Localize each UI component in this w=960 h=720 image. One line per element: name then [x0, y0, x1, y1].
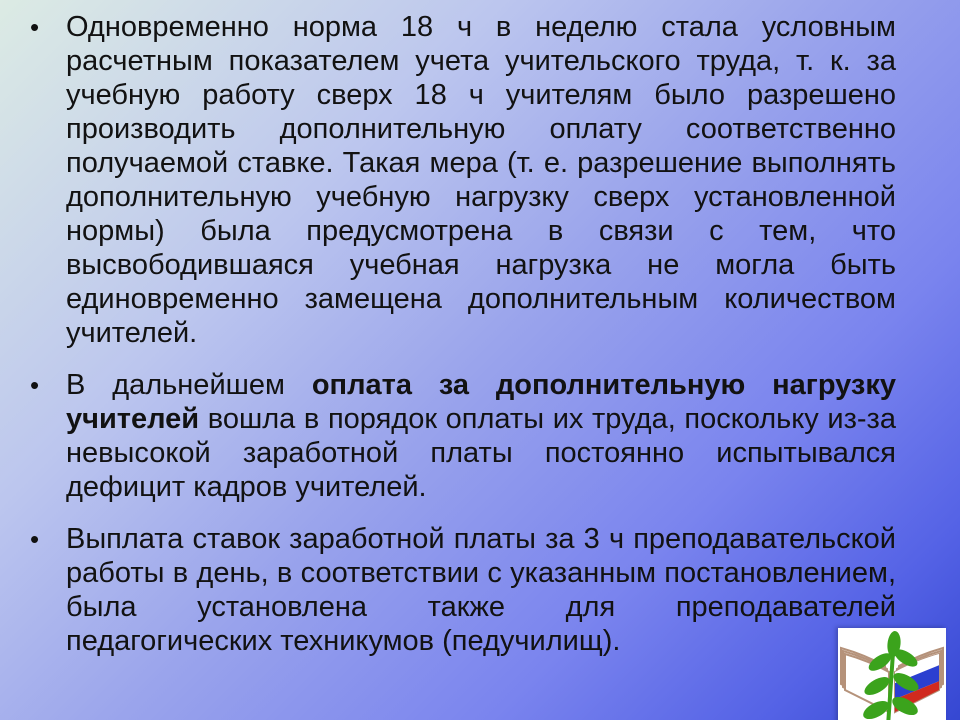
bullet-text-segment: В дальнейшем [66, 369, 312, 401]
bullet-item [26, 522, 896, 658]
bullet-marker: • [30, 370, 40, 400]
bullet-text-segment: Выплата ставок заработной платы за 3 ч преподавательской работы в день, в соответствии с указанным постановлением, была установлена также для преподавателей педагогических техникумов (педучилищ). [66, 523, 896, 657]
bullet-text [66, 522, 896, 658]
bullet-item [26, 368, 896, 504]
bullet-text-segment: вошла в порядок оплаты их труда, поскольку из-за невысокой заработной платы постоянно испытывался дефицит кадров учителей. [66, 403, 896, 503]
bullet-marker: • [30, 524, 40, 554]
bullet-text-segment: Одновременно норма 18 ч в неделю стала условным расчетным показателем учета учительского труда, т. к. за учебную работу сверх 18 ч учителям было разрешено производить дополнительную оплату соответственно получаемой ставке. Такая мера (т. е. разрешение выполнять дополнительную учебную нагрузку сверх установленной нормы) была предусмотрена в связи с тем, что высвободившаяся учебная нагрузка не могла быть единовременно замещена дополнительным количеством учителей. [66, 11, 896, 349]
bullet-text-segment-bold: оплата за дополнительную нагрузку учителей [66, 369, 896, 435]
bullet-text [66, 10, 896, 350]
bullet-marker: • [30, 12, 40, 42]
bullet-text [66, 368, 896, 504]
bullet-item [26, 10, 896, 350]
